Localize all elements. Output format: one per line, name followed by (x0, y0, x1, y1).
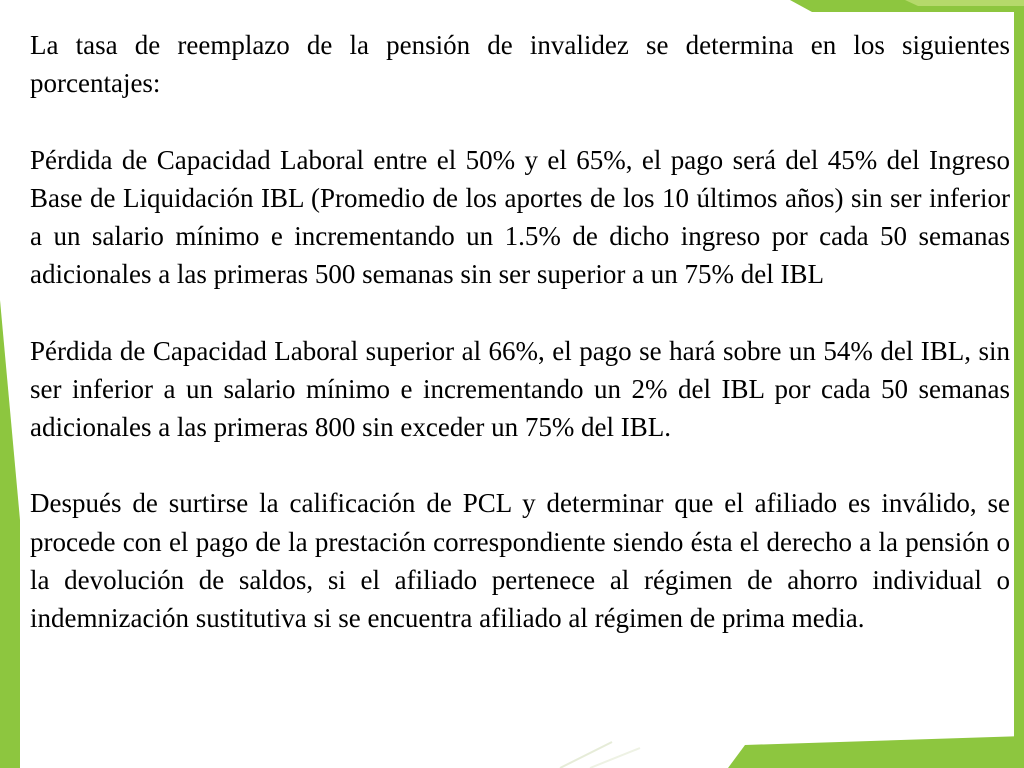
paragraph-pcl-50-65: Pérdida de Capacidad Laboral entre el 50% y el 65%, el pago será del 45% del Ingreso Base de Liquidación IBL (Promedio de los aportes de los 10 últimos años) sin ser inferior a un salario mínimo e incrementando un 1.5% de dicho ingreso por cada 50 semanas adicionales a las primeras 500 semanas sin ser superior a un 75% del IBL (30, 144, 1010, 290)
faint-line-1 (560, 742, 612, 768)
top-right-accent-highlight (905, 0, 1024, 6)
left-accent-shape (0, 300, 20, 768)
paragraph-procedure: Después de surtirse la calificación de PCL y determinar que el afiliado es inválido, se procede con el pago de la prestación correspondiente siendo ésta el derecho a la pensión o la devolución de saldos, si el afiliado pertenece al régimen de ahorro individual o indemnización sustitutiva si se encuentra afiliado al régimen de prima media. (30, 488, 1010, 633)
faint-line-2 (590, 748, 640, 768)
paragraph-intro: La tasa de reemplazo de la pensión de invalidez se determina en los siguientes porcentajes: (30, 30, 1010, 99)
right-accent-bar (1014, 0, 1024, 768)
bottom-right-accent-shape (728, 736, 1024, 768)
paragraph-pcl-66: Pérdida de Capacidad Laboral superior al 66%, el pago se hará sobre un 54% del IBL, sin ser inferior a un salario mínimo e incrementando un 2% del IBL por cada 50 semanas adicionales a las primeras 800 sin exceder un 75% del IBL. (30, 335, 1010, 442)
body-text (30, 26, 1010, 637)
